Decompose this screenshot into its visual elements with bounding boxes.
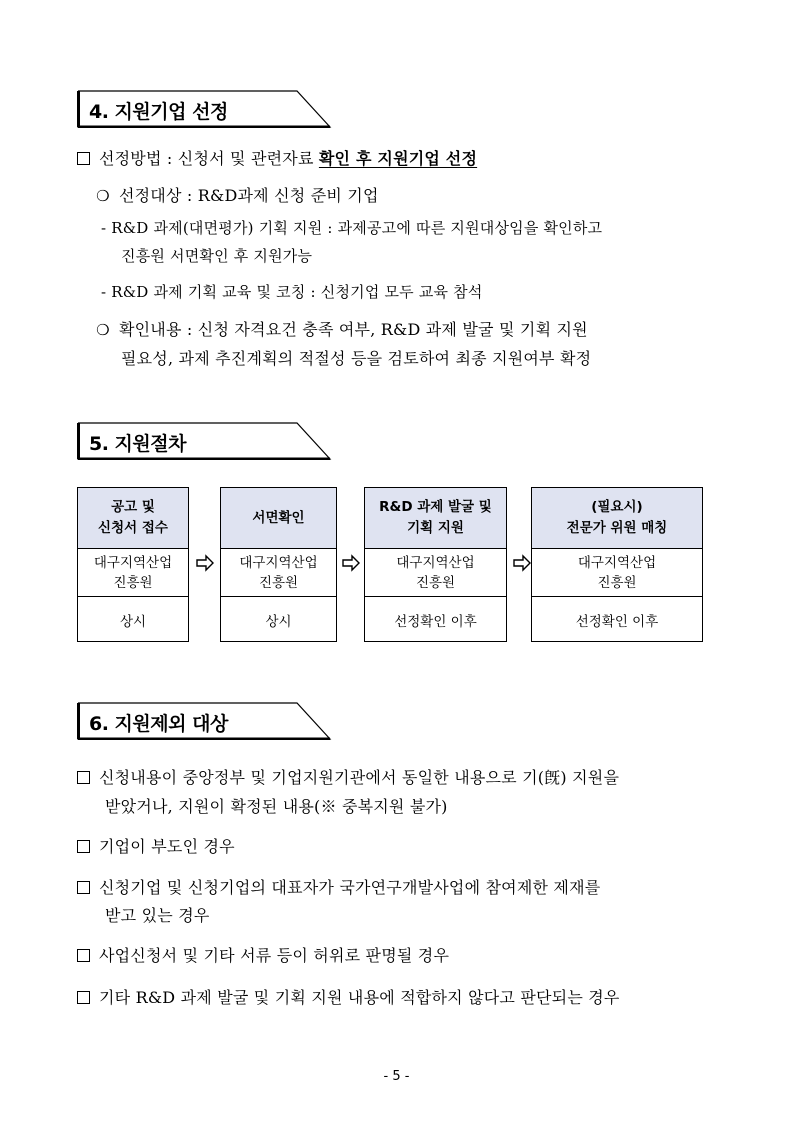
exclusion-item-1-line1 xyxy=(77,765,619,788)
exclusion-item-3-line1 xyxy=(77,875,600,898)
step-heading xyxy=(365,488,506,549)
circle-bullet-icon: ❍ xyxy=(96,187,110,205)
step-org-line1: 대구지역산업 xyxy=(239,554,318,571)
right-arrow-icon xyxy=(512,553,532,573)
check-content-line2: 필요성, 과제 추진계획의 적절성 등을 검토하여 최종 지원여부 확정 xyxy=(121,349,592,368)
step-heading xyxy=(221,488,336,549)
selection-target xyxy=(95,183,379,206)
section-5-title: 5. 지원절차 xyxy=(89,433,186,455)
step-org-line2: 진흥원 xyxy=(597,574,637,591)
step-timing: 선정확인 이후 xyxy=(394,614,477,630)
check-content-text: 확인내용 : 신청 자격요건 충족 여부, R&D 과제 발굴 및 기획 지원 xyxy=(119,320,588,339)
step-heading-line2: 신청서 접수 xyxy=(98,520,168,536)
square-bullet-icon xyxy=(77,949,90,962)
sub-item-1-line1: - R&D 과제(대면평가) 기획 지원 : 과제공고에 따른 지원대상임을 확인하고 xyxy=(101,219,603,237)
step-timing: 상시 xyxy=(119,614,147,630)
step-org-line1: 대구지역산업 xyxy=(93,554,173,571)
step-heading-line2: 전문가 위원 매칭 xyxy=(566,520,668,536)
section-4-title: 4. 지원기업 선정 xyxy=(89,101,228,123)
section-5-header xyxy=(77,422,331,460)
selection-method-text: 선정방법 : 신청서 및 관련자료 xyxy=(99,149,319,168)
exclusion-item-text: 기타 R&D 과제 발굴 및 기획 지원 내용에 적합하지 않다고 판단되는 경우 xyxy=(99,988,620,1007)
selection-target-text: 선정대상 : R&D과제 신청 준비 기업 xyxy=(119,186,379,205)
step-organization xyxy=(78,549,188,597)
step-heading-line1: 공고 및 xyxy=(111,499,155,515)
sub-item-2: - R&D 과제 기획 교육 및 코칭 : 신청기업 모두 교육 참석 xyxy=(101,283,483,301)
step-org-line1: 대구지역산업 xyxy=(577,554,657,571)
step-organization xyxy=(221,549,336,597)
exclusion-item-5 xyxy=(77,985,620,1008)
page-number: - 5 - xyxy=(383,1069,410,1084)
step-timing: 상시 xyxy=(265,614,292,630)
square-bullet-icon xyxy=(77,881,90,894)
step-org-line2: 진흥원 xyxy=(258,574,299,591)
square-bullet-icon xyxy=(77,840,90,853)
sub-item-1-line2: 진흥원 서면확인 후 지원가능 xyxy=(121,247,313,265)
step-organization xyxy=(532,549,702,597)
section-6-title: 6. 지원제외 대상 xyxy=(89,713,228,735)
process-step-3 xyxy=(364,487,507,642)
step-org-line2: 진흥원 xyxy=(415,574,456,591)
exclusion-item-text: 기업이 부도인 경우 xyxy=(99,837,235,856)
step-heading-line1: (필요시) xyxy=(591,499,643,515)
step-heading-line2: 기획 지원 xyxy=(407,520,464,536)
selection-method xyxy=(77,146,477,169)
exclusion-item-3-line2: 받고 있는 경우 xyxy=(105,906,210,925)
section-4-header xyxy=(77,90,331,128)
section-6-header xyxy=(77,702,331,740)
exclusion-item-text: 사업신청서 및 기타 서류 등이 허위로 판명될 경우 xyxy=(99,946,450,965)
exclusion-item-1-line2: 받았거나, 지원이 확정된 내용(※ 중복지원 불가) xyxy=(105,797,448,816)
exclusion-item-2 xyxy=(77,834,235,857)
process-step-1 xyxy=(77,487,189,642)
exclusion-item-text: 신청내용이 중앙정부 및 기업지원기관에서 동일한 내용으로 기(旣) 지원을 xyxy=(99,768,620,787)
selection-method-emphasis: 확인 후 지원기업 선정 xyxy=(318,149,478,168)
step-heading xyxy=(532,488,702,549)
step-heading-line1: R&D 과제 발굴 및 xyxy=(379,499,492,515)
check-content-line1 xyxy=(95,317,588,340)
square-bullet-icon xyxy=(77,771,90,784)
step-org-line1: 대구지역산업 xyxy=(396,554,475,571)
process-step-4 xyxy=(531,487,703,642)
right-arrow-icon xyxy=(195,553,215,573)
step-org-line2: 진흥원 xyxy=(113,574,153,591)
exclusion-item-4 xyxy=(77,943,449,966)
circle-bullet-icon: ❍ xyxy=(96,321,110,339)
step-organization xyxy=(365,549,506,597)
process-step-2 xyxy=(220,487,337,642)
step-timing: 선정확인 이후 xyxy=(575,614,659,630)
square-bullet-icon xyxy=(77,152,90,165)
square-bullet-icon xyxy=(77,991,90,1004)
right-arrow-icon xyxy=(341,553,361,573)
step-heading xyxy=(78,488,188,549)
exclusion-item-text: 신청기업 및 신청기업의 대표자가 국가연구개발사업에 참여제한 제재를 xyxy=(99,878,601,897)
step-heading-line1: 서면확인 xyxy=(252,509,305,526)
